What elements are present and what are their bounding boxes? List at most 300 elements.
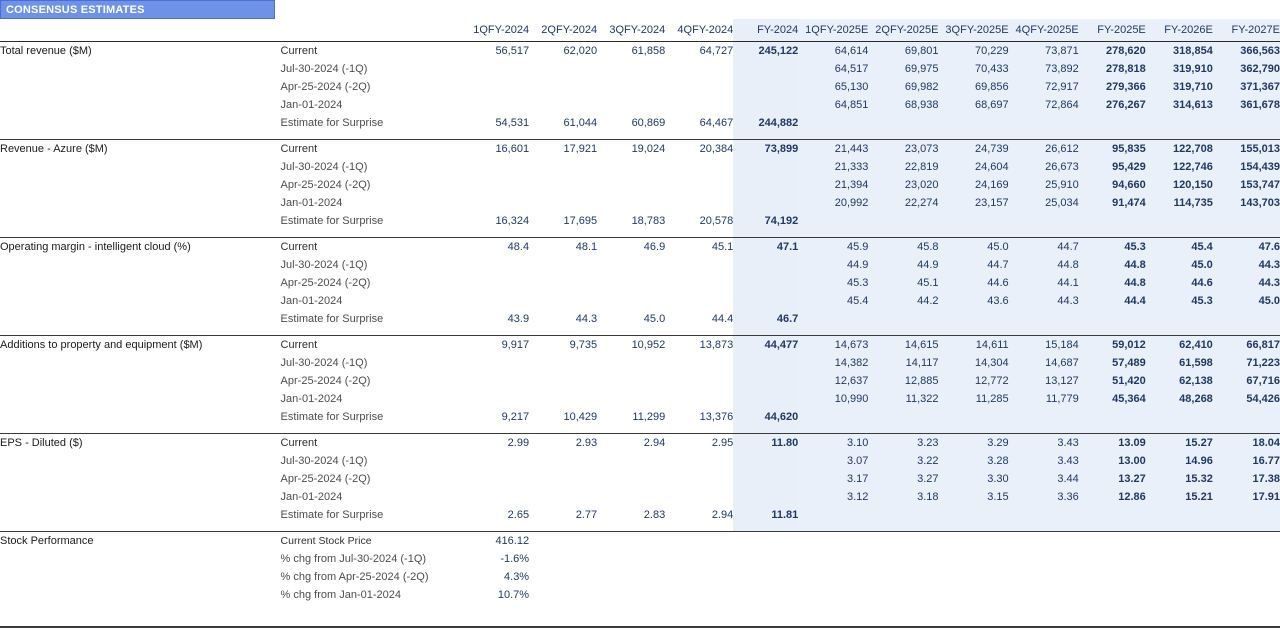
cell-value: 44.3 (575, 313, 598, 325)
stock-performance-label: Stock Performance (0, 535, 94, 547)
cell-value: 19,024 (631, 143, 666, 155)
spacer-cell (1146, 132, 1213, 140)
cell-value: 15.27 (1146, 434, 1213, 452)
spacer-cell (1009, 524, 1079, 532)
cell-value: 155,013 (1213, 140, 1280, 158)
cell-value: 18.04 (1213, 434, 1280, 452)
spacer-cell (529, 328, 597, 336)
cell-value: 18,783 (631, 215, 666, 227)
column-header-1qfy2024: 1QFY-2024 (461, 19, 529, 42)
row-label-jul: Jul-30-2024 (-1Q) (280, 455, 368, 467)
cell-value: 122,746 (1146, 158, 1213, 176)
cell-value (1079, 408, 1146, 426)
cell-value: 45,364 (1079, 390, 1146, 408)
spacer-cell (665, 230, 733, 238)
cell-value: 56,517 (495, 45, 530, 57)
cell-value (939, 408, 1009, 426)
empty-cell (939, 586, 1009, 604)
stock-metric-label: % chg from Apr-25-2024 (-2Q) (280, 571, 429, 583)
section-label: Total revenue ($M) (0, 45, 92, 57)
cell-value (665, 96, 733, 114)
spacer-cell (939, 132, 1009, 140)
cell-value: 17.91 (1213, 488, 1280, 506)
row-label-current: Current (280, 45, 318, 57)
empty-cell (939, 550, 1009, 568)
cell-value (733, 470, 798, 488)
cell-value: 45.1 (868, 274, 938, 292)
cell-value (1079, 506, 1146, 524)
section-label (0, 506, 281, 524)
cell-value: 67,716 (1213, 372, 1280, 390)
cell-value (461, 176, 529, 194)
spacer-cell (0, 426, 281, 434)
cell-value: 14,615 (868, 336, 938, 354)
cell-value: 60,869 (631, 117, 666, 129)
cell-value: 153,747 (1213, 176, 1280, 194)
cell-value: 2.93 (575, 437, 598, 449)
cell-value: 43.6 (939, 292, 1009, 310)
cell-value: 15,184 (1009, 336, 1079, 354)
spacer-cell (281, 230, 461, 238)
cell-value: 14,382 (798, 354, 868, 372)
section-label (0, 60, 281, 78)
cell-value: 25,034 (1009, 194, 1079, 212)
cell-value: 3.23 (868, 434, 938, 452)
cell-value (733, 488, 798, 506)
empty-cell (733, 568, 798, 586)
cell-value (665, 372, 733, 390)
stock-performance-label (0, 568, 281, 586)
cell-value (597, 78, 665, 96)
cell-value (798, 310, 868, 328)
table-row (0, 408, 1280, 426)
cell-value: 14,611 (939, 336, 1009, 354)
header-blank-label (0, 19, 281, 42)
cell-value: 44.6 (1146, 274, 1213, 292)
cell-value (868, 310, 938, 328)
cell-value: 73,871 (1009, 42, 1079, 61)
empty-cell (868, 532, 938, 550)
section-label (0, 176, 281, 194)
cell-value: 2.94 (711, 509, 734, 521)
cell-value: 12,885 (868, 372, 938, 390)
cell-value: 2.65 (507, 509, 530, 521)
column-header-fy2024: FY-2024 (733, 19, 798, 42)
cell-value (733, 452, 798, 470)
cell-value: 48.1 (575, 241, 598, 253)
cell-value: 46.7 (733, 310, 798, 328)
empty-cell (1009, 586, 1079, 604)
cell-value: 70,229 (939, 42, 1009, 61)
cell-value (597, 372, 665, 390)
cell-value (597, 390, 665, 408)
section-label (0, 390, 281, 408)
spacer-cell (529, 524, 597, 532)
cell-value: 9,917 (501, 339, 530, 351)
empty-cell (1146, 550, 1213, 568)
cell-value: 45.0 (1146, 256, 1213, 274)
section-label (0, 212, 281, 230)
empty-cell (733, 550, 798, 568)
cell-value (461, 292, 529, 310)
column-header-fy2025e: FY-2025E (1079, 19, 1146, 42)
cell-value: 11.81 (733, 506, 798, 524)
cell-value: 3.44 (1009, 470, 1079, 488)
cell-value (1009, 506, 1079, 524)
cell-value: 45.0 (643, 313, 666, 325)
section-label (0, 274, 281, 292)
cell-value (798, 506, 868, 524)
empty-cell (798, 586, 868, 604)
cell-value (597, 470, 665, 488)
cell-value (461, 158, 529, 176)
column-header-3qfy2024: 3QFY-2024 (597, 19, 665, 42)
cell-value (597, 158, 665, 176)
cell-value: 62,020 (563, 45, 598, 57)
cell-value: 12,772 (939, 372, 1009, 390)
cell-value: 44.3 (1213, 274, 1280, 292)
cell-value: 2.83 (643, 509, 666, 521)
section-label (0, 292, 281, 310)
table-row (0, 434, 1280, 452)
spacer-cell (798, 426, 868, 434)
empty-cell (1009, 550, 1079, 568)
cell-value: 16.77 (1213, 452, 1280, 470)
cell-value: 44.4 (711, 313, 734, 325)
cell-value: 366,563 (1213, 42, 1280, 61)
spacer-cell (0, 328, 281, 336)
title-banner (0, 0, 275, 19)
spacer-cell (939, 426, 1009, 434)
cell-value: 122,708 (1146, 140, 1213, 158)
row-label-surprise: Estimate for Surprise (280, 411, 384, 423)
stock-performance-row (0, 568, 1280, 586)
row-label-apr: Apr-25-2024 (-2Q) (280, 277, 371, 289)
cell-value (597, 256, 665, 274)
cell-value: 94,660 (1079, 176, 1146, 194)
empty-cell (1079, 586, 1146, 604)
cell-value: 45.9 (798, 238, 868, 256)
spacer-cell (461, 426, 529, 434)
row-label-jan: Jan-01-2024 (280, 197, 343, 209)
cell-value (597, 194, 665, 212)
cell-value: 14,673 (798, 336, 868, 354)
cell-value: 26,673 (1009, 158, 1079, 176)
cell-value (529, 60, 597, 78)
cell-value (939, 506, 1009, 524)
cell-value: 14,304 (939, 354, 1009, 372)
empty-cell (868, 586, 938, 604)
cell-value (733, 354, 798, 372)
row-label-jan: Jan-01-2024 (280, 295, 343, 307)
cell-value: 3.12 (798, 488, 868, 506)
stock-performance-row (0, 586, 1280, 604)
spacer-cell (529, 132, 597, 140)
stock-performance-label (0, 550, 281, 568)
cell-value (1146, 506, 1213, 524)
cell-value: 319,710 (1146, 78, 1213, 96)
cell-value (529, 452, 597, 470)
cell-value (529, 372, 597, 390)
cell-value (665, 78, 733, 96)
cell-value: 3.30 (939, 470, 1009, 488)
spacer-cell (798, 328, 868, 336)
cell-value (665, 60, 733, 78)
cell-value (733, 194, 798, 212)
column-header-fy2026e: FY-2026E (1146, 19, 1213, 42)
table-row (0, 274, 1280, 292)
table-row (0, 292, 1280, 310)
cell-value: 13.00 (1079, 452, 1146, 470)
cell-value (939, 310, 1009, 328)
spacer-cell (1009, 132, 1079, 140)
cell-value (1009, 310, 1079, 328)
cell-value: 72,864 (1009, 96, 1079, 114)
cell-value: 44,620 (733, 408, 798, 426)
cell-value: 15.21 (1146, 488, 1213, 506)
empty-cell (665, 532, 733, 550)
cell-value (597, 176, 665, 194)
page-title: CONSENSUS ESTIMATES (6, 3, 145, 16)
section-label (0, 310, 281, 328)
spacer-cell (281, 524, 461, 532)
cell-value (529, 470, 597, 488)
cell-value: 66,817 (1213, 336, 1280, 354)
cell-value (1146, 310, 1213, 328)
spacer-cell (939, 524, 1009, 532)
cell-value: 3.28 (939, 452, 1009, 470)
cell-value: 47.1 (733, 238, 798, 256)
stock-performance-label (0, 586, 281, 604)
cell-value (1213, 310, 1280, 328)
cell-value: 64,727 (699, 45, 734, 57)
cell-value: 20,992 (798, 194, 868, 212)
cell-value: 68,938 (868, 96, 938, 114)
spacer-cell (868, 230, 938, 238)
spacer-cell (461, 328, 529, 336)
cell-value: 73,892 (1009, 60, 1079, 78)
cell-value: 73,899 (733, 140, 798, 158)
table-row (0, 60, 1280, 78)
cell-value: 48,268 (1146, 390, 1213, 408)
cell-value (529, 194, 597, 212)
cell-value: 12.86 (1079, 488, 1146, 506)
empty-cell (665, 586, 733, 604)
stock-metric-label: Current Stock Price (280, 535, 372, 547)
cell-value: 68,697 (939, 96, 1009, 114)
cell-value: 120,150 (1146, 176, 1213, 194)
section-label: EPS - Diluted ($) (0, 437, 83, 449)
spacer-cell (1213, 328, 1280, 336)
cell-value: 24,604 (939, 158, 1009, 176)
section-label (0, 256, 281, 274)
column-header-4qfy2025e: 4QFY-2025E (1009, 19, 1079, 42)
cell-value: 69,801 (868, 42, 938, 61)
cell-value: 45.3 (1146, 292, 1213, 310)
cell-value (1213, 212, 1280, 230)
spacer-cell (1079, 328, 1146, 336)
cell-value: 3.43 (1009, 452, 1079, 470)
cell-value (529, 96, 597, 114)
spacer-cell (1079, 426, 1146, 434)
spacer-cell (281, 328, 461, 336)
section-label: Operating margin - intelligent cloud (%) (0, 241, 191, 253)
section-label (0, 78, 281, 96)
cell-value: 69,975 (868, 60, 938, 78)
spacer-cell (868, 328, 938, 336)
column-header-2qfy2025e: 2QFY-2025E (868, 19, 938, 42)
table-row (0, 194, 1280, 212)
cell-value: 44.7 (1009, 238, 1079, 256)
cell-value: 57,489 (1079, 354, 1146, 372)
table-row (0, 256, 1280, 274)
cell-value: 21,394 (798, 176, 868, 194)
cell-value: 278,818 (1079, 60, 1146, 78)
cell-value (1213, 114, 1280, 132)
row-label-surprise: Estimate for Surprise (280, 117, 384, 129)
spacer-cell (1079, 524, 1146, 532)
cell-value: 3.43 (1009, 434, 1079, 452)
cell-value (1079, 212, 1146, 230)
cell-value (798, 408, 868, 426)
cell-value: 314,613 (1146, 96, 1213, 114)
cell-value: 279,366 (1079, 78, 1146, 96)
row-label-surprise: Estimate for Surprise (280, 215, 384, 227)
row-label-jul: Jul-30-2024 (-1Q) (280, 259, 368, 271)
column-header-1qfy2025e: 1QFY-2025E (798, 19, 868, 42)
table-header-row (0, 19, 1280, 42)
row-label-current: Current (280, 339, 318, 351)
row-label-jul: Jul-30-2024 (-1Q) (280, 161, 368, 173)
table-row (0, 452, 1280, 470)
cell-value: 23,020 (868, 176, 938, 194)
cell-value: 21,443 (798, 140, 868, 158)
section-label: Revenue - Azure ($M) (0, 143, 108, 155)
cell-value: 3.07 (798, 452, 868, 470)
cell-value: 95,835 (1079, 140, 1146, 158)
cell-value (1213, 408, 1280, 426)
cell-value: 13.27 (1079, 470, 1146, 488)
cell-value: 3.17 (798, 470, 868, 488)
empty-cell (529, 550, 597, 568)
row-label-apr: Apr-25-2024 (-2Q) (280, 179, 371, 191)
cell-value: 13,873 (699, 339, 734, 351)
cell-value (1146, 408, 1213, 426)
column-header-fy2027e: FY-2027E (1213, 19, 1280, 42)
cell-value: 24,169 (939, 176, 1009, 194)
stock-metric-value: 10.7% (497, 589, 530, 601)
spacer-cell (868, 132, 938, 140)
empty-cell (529, 532, 597, 550)
cell-value (597, 274, 665, 292)
stock-metric-value: 4.3% (504, 571, 530, 583)
stock-metric-value: -1.6% (500, 553, 530, 565)
cell-value: 20,578 (699, 215, 734, 227)
cell-value: 3.29 (939, 434, 1009, 452)
cell-value (939, 114, 1009, 132)
cell-value (733, 96, 798, 114)
cell-value (461, 60, 529, 78)
empty-cell (798, 532, 868, 550)
cell-value: 143,703 (1213, 194, 1280, 212)
cell-value: 44.9 (868, 256, 938, 274)
table-row (0, 176, 1280, 194)
cell-value: 54,531 (495, 117, 530, 129)
cell-value: 3.36 (1009, 488, 1079, 506)
table-row (0, 114, 1280, 132)
cell-value: 318,854 (1146, 42, 1213, 61)
empty-cell (798, 568, 868, 586)
empty-cell (733, 586, 798, 604)
cell-value: 61,858 (631, 45, 666, 57)
empty-cell (798, 550, 868, 568)
cell-value: 45.4 (798, 292, 868, 310)
cell-value: 278,620 (1079, 42, 1146, 61)
cell-value: 45.4 (1146, 238, 1213, 256)
cell-value (529, 274, 597, 292)
spacer-cell (868, 426, 938, 434)
row-label-jul: Jul-30-2024 (-1Q) (280, 357, 368, 369)
spacer-cell (798, 524, 868, 532)
cell-value: 319,910 (1146, 60, 1213, 78)
cell-value (1079, 310, 1146, 328)
table-row (0, 336, 1280, 354)
cell-value: 16,601 (495, 143, 530, 155)
spacer-cell (597, 230, 665, 238)
consensus-estimates-table (0, 19, 1280, 604)
cell-value: 114,735 (1146, 194, 1213, 212)
empty-cell (665, 550, 733, 568)
cell-value: 22,274 (868, 194, 938, 212)
cell-value (733, 176, 798, 194)
cell-value (665, 488, 733, 506)
cell-value: 10,990 (798, 390, 868, 408)
section-label (0, 96, 281, 114)
cell-value: 3.27 (868, 470, 938, 488)
cell-value: 20,384 (699, 143, 734, 155)
spacer-cell (798, 132, 868, 140)
header-blank-sub (281, 19, 461, 42)
cell-value (665, 470, 733, 488)
spacer-cell (1079, 230, 1146, 238)
section-label (0, 158, 281, 176)
empty-cell (597, 550, 665, 568)
cell-value: 61,598 (1146, 354, 1213, 372)
cell-value (1009, 114, 1079, 132)
empty-cell (1213, 568, 1280, 586)
spacer-cell (1079, 132, 1146, 140)
cell-value (733, 158, 798, 176)
spacer-cell (868, 524, 938, 532)
row-label-jul: Jul-30-2024 (-1Q) (280, 63, 368, 75)
cell-value (529, 158, 597, 176)
spacer-cell (461, 524, 529, 532)
cell-value: 44.3 (1009, 292, 1079, 310)
spacer-cell (0, 524, 281, 532)
cell-value (1146, 114, 1213, 132)
spacer-cell (733, 328, 798, 336)
cell-value (461, 274, 529, 292)
cell-value: 44.8 (1079, 274, 1146, 292)
cell-value: 54,426 (1213, 390, 1280, 408)
cell-value (597, 96, 665, 114)
spacer-cell (1146, 230, 1213, 238)
cell-value (665, 354, 733, 372)
cell-value: 45.8 (868, 238, 938, 256)
cell-value (597, 292, 665, 310)
cell-value: 245,122 (733, 42, 798, 61)
cell-value: 2.95 (711, 437, 734, 449)
